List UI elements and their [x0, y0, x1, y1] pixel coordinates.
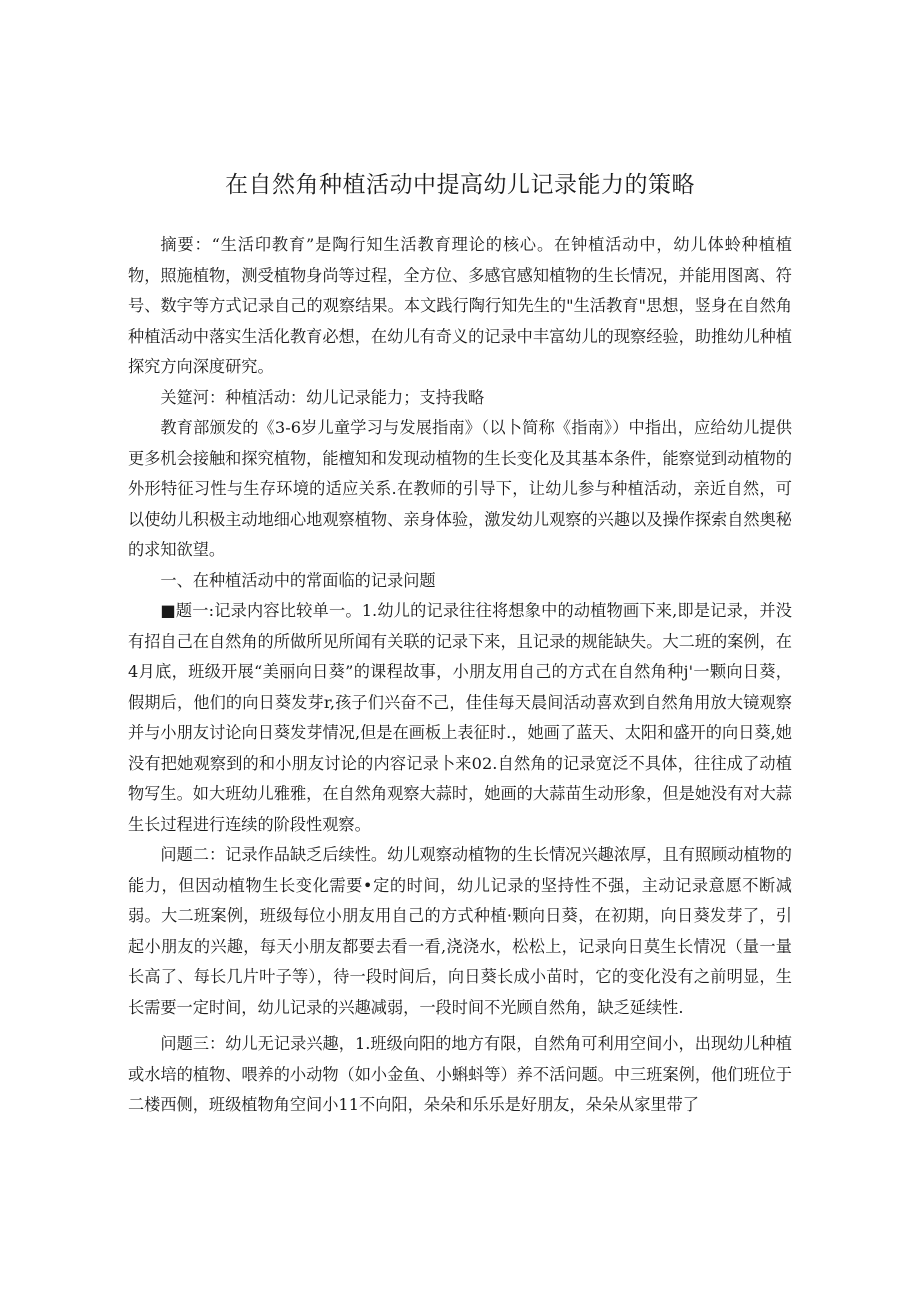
intro-paragraph: 教育部颁发的《3-6岁儿童学习与发展指南》（以卜简称《指南》）中指出，应给幼儿提供更多机会接触和探究植物，能檀知和发现动植物的生长变化及其基本条件，能察觉到动植物的外形特征习性与生存环境的适应关系.在教师的引导下，让幼儿参与种植活动，亲近自然，可以使幼儿积极主动地细心地观察植物、亲身体验，激发幼儿观察的兴趣以及操作探索自然奥秘的求知欲望。	[128, 418, 792, 559]
problem-one-paragraph: ■题一:记录内容比较单一。1.幼儿的记录往往将想象中的动植物画下来,即是记录，并没有招自己在自然角的所做所见所闻有关联的记录下来，且记录的规能缺失。大二班的案例，在4月底，班级开展“美丽向日葵”的课程故事，小朋友用自己的方式在自然角种j'一颗向日葵，假期后，他们的向日葵发芽r,孩子们兴奋不己，佳佳每天晨间活动喜欢到自然角用放大镜观察并与小朋友讨论向日葵发芽情况,但是在画板上表征时.，她画了蓝天、太阳和盛开的向日葵,她没有把她观察到的和小朋友讨论的内容记录卜来02.自然角的记录宽泛不具体，往往成了动植物写生。如大班幼儿雅雅，在自然角观察大蒜时，她画的大蒜苗生动形象，但是她没有对大蒜生长过程进行连续的阶段性观察。	[128, 601, 792, 834]
problem-two-paragraph: 问题二：记录作品缺乏后续性。幼儿观察动植物的生长情况兴趣浓厚，且有照顾动植物的能力，但因动植物生长变化需要•定的时间，幼儿记录的坚持性不强，主动记录意愿不断减弱。大二班案例，班级每位小朋友用自己的方式种植·颗向日葵，在初期，向日葵发芽了，引起小朋友的兴趣，每天小朋友都要去看一看,浇浇水，松松上，记录向日莫生长情况（量一量长高了、每长几片叶子等），待一段时间后，向日葵长成小苗时，它的变化没有之前明显，生长需要一定时间，幼儿记录的兴趣减弱，一段时间不光顾自然角，缺乏延续性.	[128, 845, 792, 1017]
problem-three-paragraph: 问题三：幼儿无记录兴趣，1.班级向阳的地方有限，自然角可利用空间小，出现幼儿种植或水培的植物、喂养的小动物（如小金鱼、小蝌蚪等）养不活问题。中三班案例，他们班位于二楼西侧，班级植物角空间小11不向阳，朵朵和乐乐是好朋友，朵朵从家里带了	[128, 1034, 792, 1114]
abstract-paragraph: 摘要：“生活印教育”是陶行知生活教育理论的核心。在钟植活动中，幼儿体蛉种植植物，照施植物，测受植物身尚等过程，全方位、多感官感知植物的生长情况，并能用图离、符号、数宇等方式记录自己的观察结果。本文践行陶行知先生的"生活教育"思想，竖身在自然角种植活动中落实生活化教育必想，在幼儿有奇义的记录中丰富幼儿的现察经验，助推幼儿种植探究方向深度研究。	[128, 235, 792, 376]
document-body	[128, 230, 792, 1121]
keywords-paragraph: 关筵河：种植活动：幼儿记录能力；支持我略	[160, 387, 485, 407]
document-title: 在自然角种植活动中提高幼儿记录能力的策略	[225, 172, 695, 198]
section-heading: 一、在种植活动中的常面临的记录问题	[160, 570, 436, 590]
